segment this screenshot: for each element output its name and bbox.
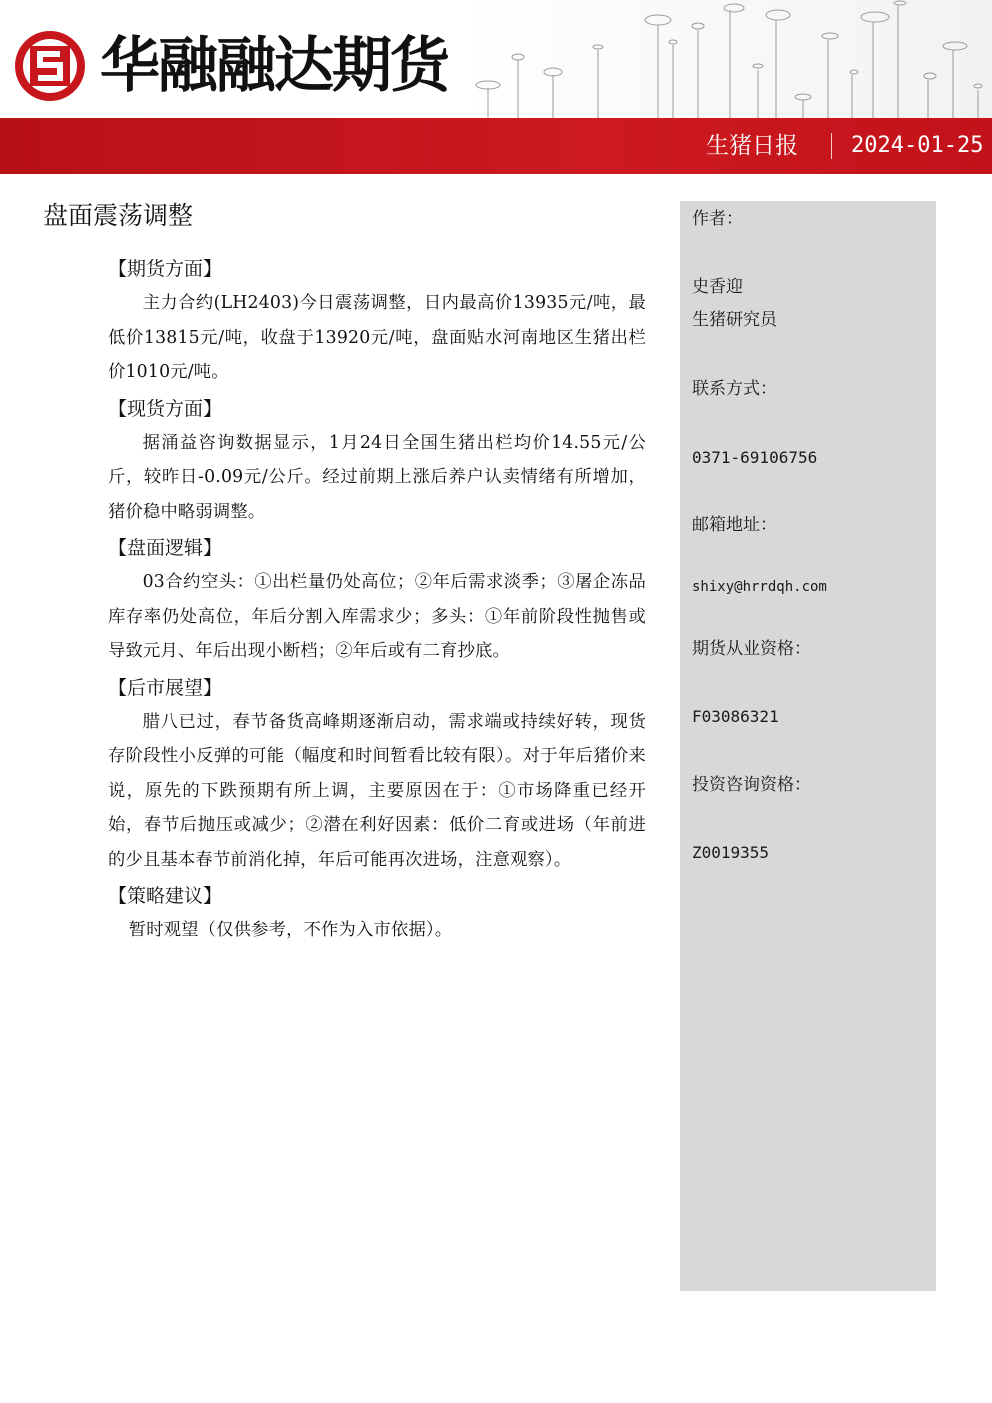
phone-number: 0371-69106756: [692, 448, 818, 467]
section-heading: 【现货方面】: [108, 397, 223, 420]
decorative-pattern: [458, 0, 992, 120]
contact-label: 联系方式：: [692, 379, 777, 399]
report-header: [0, 0, 992, 120]
section-spot: [108, 392, 646, 530]
author-title: 生猪研究员: [692, 310, 777, 330]
author-label: 作者：: [692, 209, 743, 229]
report-body: [108, 252, 646, 950]
section-heading: 【后市展望】: [108, 676, 223, 699]
title-banner: [0, 118, 992, 174]
investment-qualification-label: 投资咨询资格：: [692, 775, 811, 795]
author-name: 史香迎: [692, 277, 743, 297]
section-outlook: [108, 671, 646, 878]
section-paragraph: 03合约空头：①出栏量仍处高位；②年后需求淡季；③屠企冻品库存率仍处高位，年后分割入库需求少；多头：①年前阶段性抛售或导致元月、年后出现小断档；②年后或有二育抄底。: [108, 572, 646, 661]
investment-qualification-number: Z0019355: [692, 843, 770, 862]
section-heading: 【策略建议】: [108, 885, 223, 907]
section-heading: 【期货方面】: [108, 258, 223, 280]
section-paragraph: 主力合约(LH2403)今日震荡调整，日内最高价13935元/吨，最低价13815元/吨，收盘于13920元/吨，盘面贴水河南地区生猪出栏价1010元/吨。: [108, 293, 646, 382]
brand-name: 华融融达期货: [100, 31, 448, 101]
email-label: 邮箱地址：: [692, 515, 777, 535]
futures-qualification-number: F03086321: [692, 707, 779, 726]
section-heading: 【盘面逻辑】: [108, 537, 223, 559]
section-logic: [108, 531, 646, 669]
report-name: 生猪日报: [706, 133, 798, 159]
banner-divider: [831, 133, 832, 159]
futures-qualification-label: 期货从业资格：: [692, 639, 811, 659]
email-address[interactable]: shixy@hrrdqh.com: [692, 579, 827, 595]
document-title: 盘面震荡调整: [43, 201, 194, 230]
section-futures: [108, 252, 646, 390]
section-paragraph: 据涌益咨询数据显示，1月24日全国生猪出栏均价14.55元/公斤，较昨日-0.09元/公斤。经过前期上涨后养户认卖情绪有所增加，猪价稳中略弱调整。: [108, 432, 646, 522]
section-paragraph: 暂时观望（仅供参考，不作为入市依据）。: [128, 920, 453, 940]
author-sidebar: [680, 201, 936, 1291]
company-logo-icon: [12, 28, 88, 104]
section-strategy: [108, 879, 646, 948]
report-date: 2024-01-25: [851, 133, 984, 158]
section-paragraph: 腊八已过，春节备货高峰期逐渐启动，需求端或持续好转，现货存阶段性小反弹的可能（幅度和时间暂看比较有限）。对于年后猪价来说，原先的下跌预期有所上调，主要原因在于：①市场降重已经开始，春节后抛压或减少；②潜在利好因素：低价二育或进场（年前进的少且基本春节前消化掉，年后可能再次进场，注意观察）。: [108, 711, 646, 870]
